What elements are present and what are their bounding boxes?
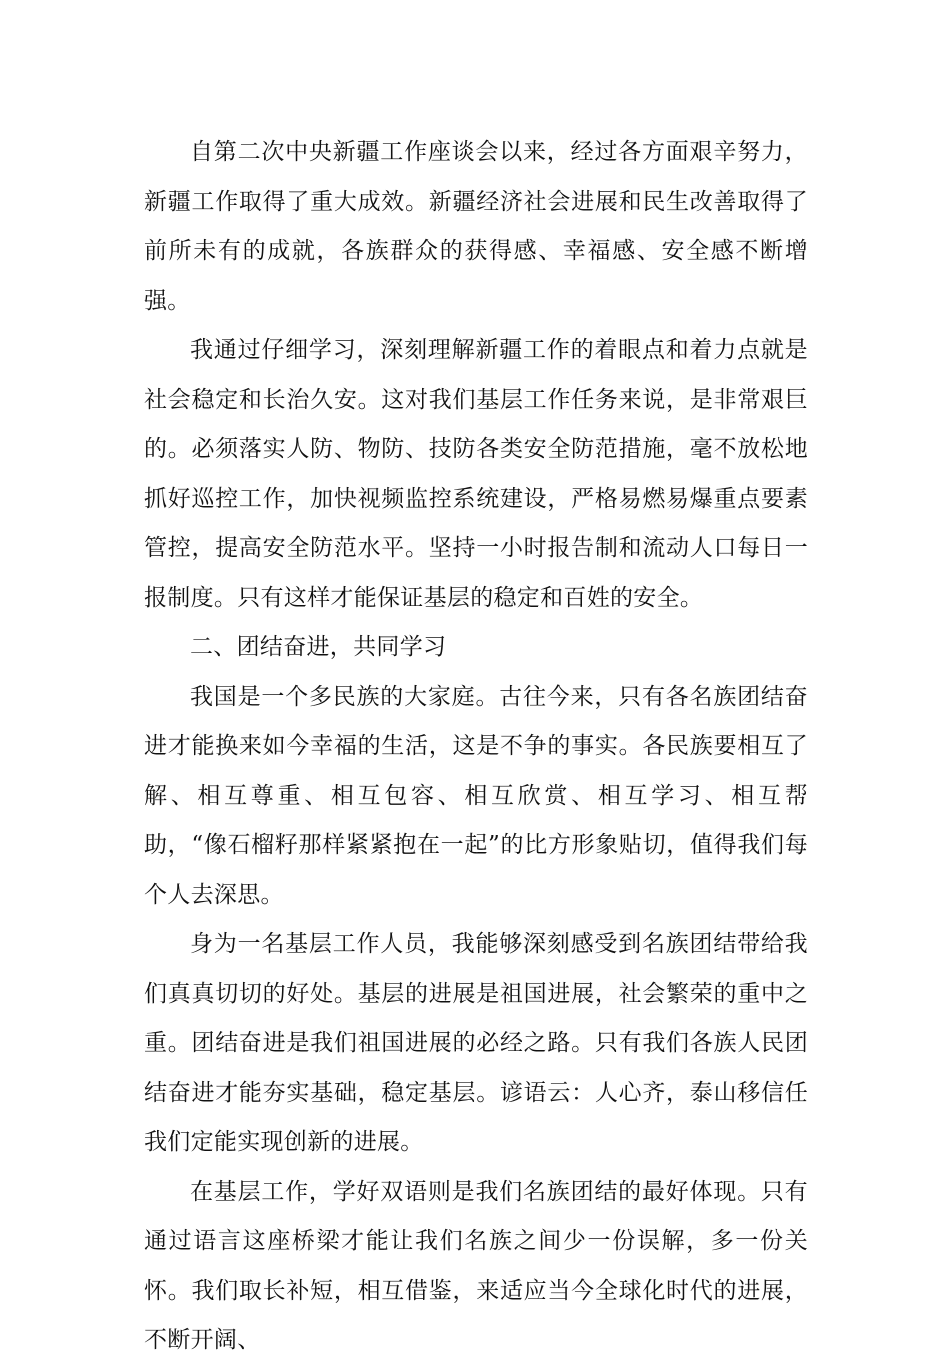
paragraph-grassroots: 身为一名基层工作人员，我能够深刻感受到名族团结带给我们真真切切的好处。基层的进展是祖国进展，社会繁荣的重中之重。团结奋进是我们祖国进展的必经之路。只有我们各族人民团结奋进才能夯实基础，稳定基层。谚语云：人心齐，泰山移信任我们定能实现创新的进展。 <box>144 931 808 1155</box>
paragraph-family: 我国是一个多民族的大家庭。古往今来，只有各名族团结奋进才能换来如今幸福的生活，这是不争的事实。各民族要相互了解、相互尊重、相互包容、相互欣赏、相互学习、相互帮助，“像石榴籽那样紧紧抱在一起”的比方形象贴切，值得我们每个人去深思。 <box>144 683 808 908</box>
paragraph-stability: 我通过仔细学习，深刻理解新疆工作的着眼点和着力点就是社会稳定和长治久安。这对我们基层工作任务来说，是非常艰巨的。必须落实人防、物防、技防各类安全防范措施，毫不放松地抓好巡控工作，加快视频监控系统建设，严格易燃易爆重点要素管控，提高安全防范水平。坚持一小时报告制和流动人口每日一报制度。只有这样才能保证基层的稳定和百姓的安全。 <box>144 337 808 611</box>
section-heading-unity: 二、团结奋进，共同学习 <box>190 634 447 660</box>
paragraph-intro: 自第二次中央新疆工作座谈会以来，经过各方面艰辛努力，新疆工作取得了重大成效。新疆经济社会进展和民生改善取得了前所未有的成就，各族群众的获得感、幸福感、安全感不断增强。 <box>144 139 808 314</box>
paragraph-bilingual: 在基层工作，学好双语则是我们名族团结的最好体现。只有通过语言这座桥梁才能让我们名族之间少一份误解，多一份关怀。我们取长补短，相互借鉴，来适应当今全球化时代的进展，不断开阔、 <box>144 1178 808 1353</box>
document-body <box>144 128 808 1366</box>
